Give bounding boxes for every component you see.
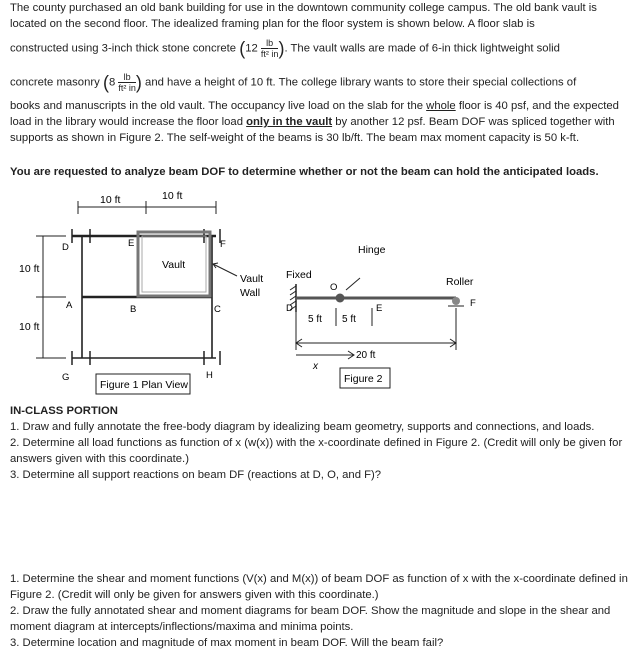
label-A: A bbox=[66, 300, 73, 311]
intro-slab-text: constructed using 3-inch thick stone concrete bbox=[10, 42, 237, 55]
whole-underlined: whole bbox=[426, 100, 456, 112]
dim-top-2: 10 ft bbox=[162, 190, 183, 202]
take-home-section bbox=[10, 571, 630, 651]
vault-wall-pointer bbox=[213, 264, 237, 276]
figure-1-plan-view bbox=[0, 184, 264, 402]
take-home-item-2: 2. Draw the fully annotated shear and moment diagrams for beam DOF. Show the magnitude and slope in the shear and moment diagram at intercepts/inflections/maxima and minima points. bbox=[10, 605, 611, 633]
masonry-unit: $\frac{lb}{\text{ft² in}}$ bbox=[118, 72, 136, 93]
intro-masonry-line: concrete masonry (8 $\frac{lb}{\text{ft² in}}$ ) and have a height of 10 ft. The college library wants to store their special collections of bbox=[10, 72, 577, 93]
figure-2-beam-diagram bbox=[270, 230, 510, 392]
intro-beam-text: by another 12 psf. Beam DOF was spliced together with supports as shown in Figure 2. The self-weight of the beams is 30 lb/ft. The beam max moment capacity is 50 k-ft. bbox=[10, 116, 615, 144]
vault-only-underlined: only in the vault bbox=[246, 116, 333, 128]
intro-line-1: The county purchased an old bank building for use in the downtown community college campus. The old bank vault is located on the second floor. The idealized framing plan for the floor system is shown below. A floor slab is bbox=[10, 2, 597, 30]
label-E: E bbox=[128, 238, 135, 249]
plan-point-labels bbox=[62, 238, 226, 383]
figure-2-caption: Figure 2 bbox=[344, 373, 383, 385]
dim-5ft-a: 5 ft bbox=[308, 314, 322, 325]
intro-floor-text: floor is 40 psf, and the expected load in the library would increase the floor load bbox=[10, 100, 619, 128]
vault-label: Vault bbox=[162, 259, 186, 271]
label-D: D bbox=[62, 242, 69, 253]
in-class-item-3: 3. Determine all support reactions on beam DF (reactions at D, O, and F)? bbox=[10, 469, 382, 481]
label-G: G bbox=[62, 372, 70, 383]
vault-wall-label-2: Wall bbox=[240, 287, 261, 299]
slab-coefficient: 12 bbox=[245, 42, 258, 55]
intro-slab-line: constructed using 3-inch thick stone concrete (12 $\frac{lb}{\text{ft² in}}$ ). The vault walls are made of 6-in thick lightweight solid bbox=[10, 38, 560, 59]
top-dimension-lines bbox=[78, 201, 216, 214]
label-B: B bbox=[130, 304, 137, 315]
label-C: C bbox=[214, 304, 221, 315]
dim-20ft: 20 ft bbox=[356, 350, 376, 361]
hinge-O bbox=[336, 294, 345, 303]
intro-masonry-text: concrete masonry bbox=[10, 76, 100, 89]
slab-unit: $\frac{lb}{\text{ft² in}}$ bbox=[260, 38, 279, 59]
roller-label: Roller bbox=[446, 276, 474, 288]
masonry-coefficient: 8 bbox=[108, 76, 116, 89]
intro-paragraph bbox=[10, 98, 630, 146]
label-H: H bbox=[206, 370, 213, 381]
take-home-item-3: 3. Determine location and magnitude of max moment in beam DOF. Will the beam fail? bbox=[10, 637, 444, 649]
in-class-heading: IN-CLASS PORTION bbox=[10, 405, 118, 417]
dim-5ft-b: 5 ft bbox=[342, 314, 356, 325]
label-F: F bbox=[220, 239, 226, 250]
hinge-label: Hinge bbox=[358, 244, 386, 256]
intro-books-text: books and manuscripts in the old vault. The occupancy live load on the slab for the bbox=[10, 100, 427, 112]
fixed-label: Fixed bbox=[286, 269, 312, 281]
beam-label-O: O bbox=[330, 282, 338, 293]
beam-label-F: F bbox=[470, 298, 476, 309]
beam-label-E: E bbox=[376, 303, 383, 314]
take-home-item-1: 1. Determine the shear and moment functions (V(x) and M(x)) of beam DOF as function of x with the x-coordinate defined in Figure 2. (Credit will only be given for answers given with this coordinate.) bbox=[10, 573, 628, 601]
hinge-pointer bbox=[346, 278, 360, 290]
intro-height-text: and have a height of 10 ft. The college library wants to store their special collections of bbox=[145, 76, 577, 89]
request-statement: You are requested to analyze beam DOF to determine whether or not the beam can hold the anticipated loads. bbox=[10, 166, 599, 178]
beam-label-D: D bbox=[286, 303, 293, 314]
intro-walls-text: . The vault walls are made of 6-in thick lightweight solid bbox=[284, 42, 560, 55]
figure-1-caption: Figure 1 Plan View bbox=[100, 379, 188, 391]
left-dimension-lines bbox=[36, 236, 66, 358]
in-class-section bbox=[10, 403, 630, 483]
x-coordinate-label: x bbox=[313, 361, 318, 372]
dim-left-1: 10 ft bbox=[19, 263, 40, 275]
in-class-item-1: 1. Draw and fully annotate the free-body diagram by idealizing beam geometry, supports and connections, and loads. bbox=[10, 421, 595, 433]
vault-wall-label-1: Vault bbox=[240, 273, 264, 285]
roller-F bbox=[452, 297, 460, 305]
dim-top-1: 10 ft bbox=[100, 194, 121, 206]
in-class-item-2: 2. Determine all load functions as function of x (w(x)) with the x-coordinate defined in Figure 2. (Credit will only be given for answers given with this coordinate.) bbox=[10, 437, 623, 465]
dim-left-2: 10 ft bbox=[19, 321, 40, 333]
